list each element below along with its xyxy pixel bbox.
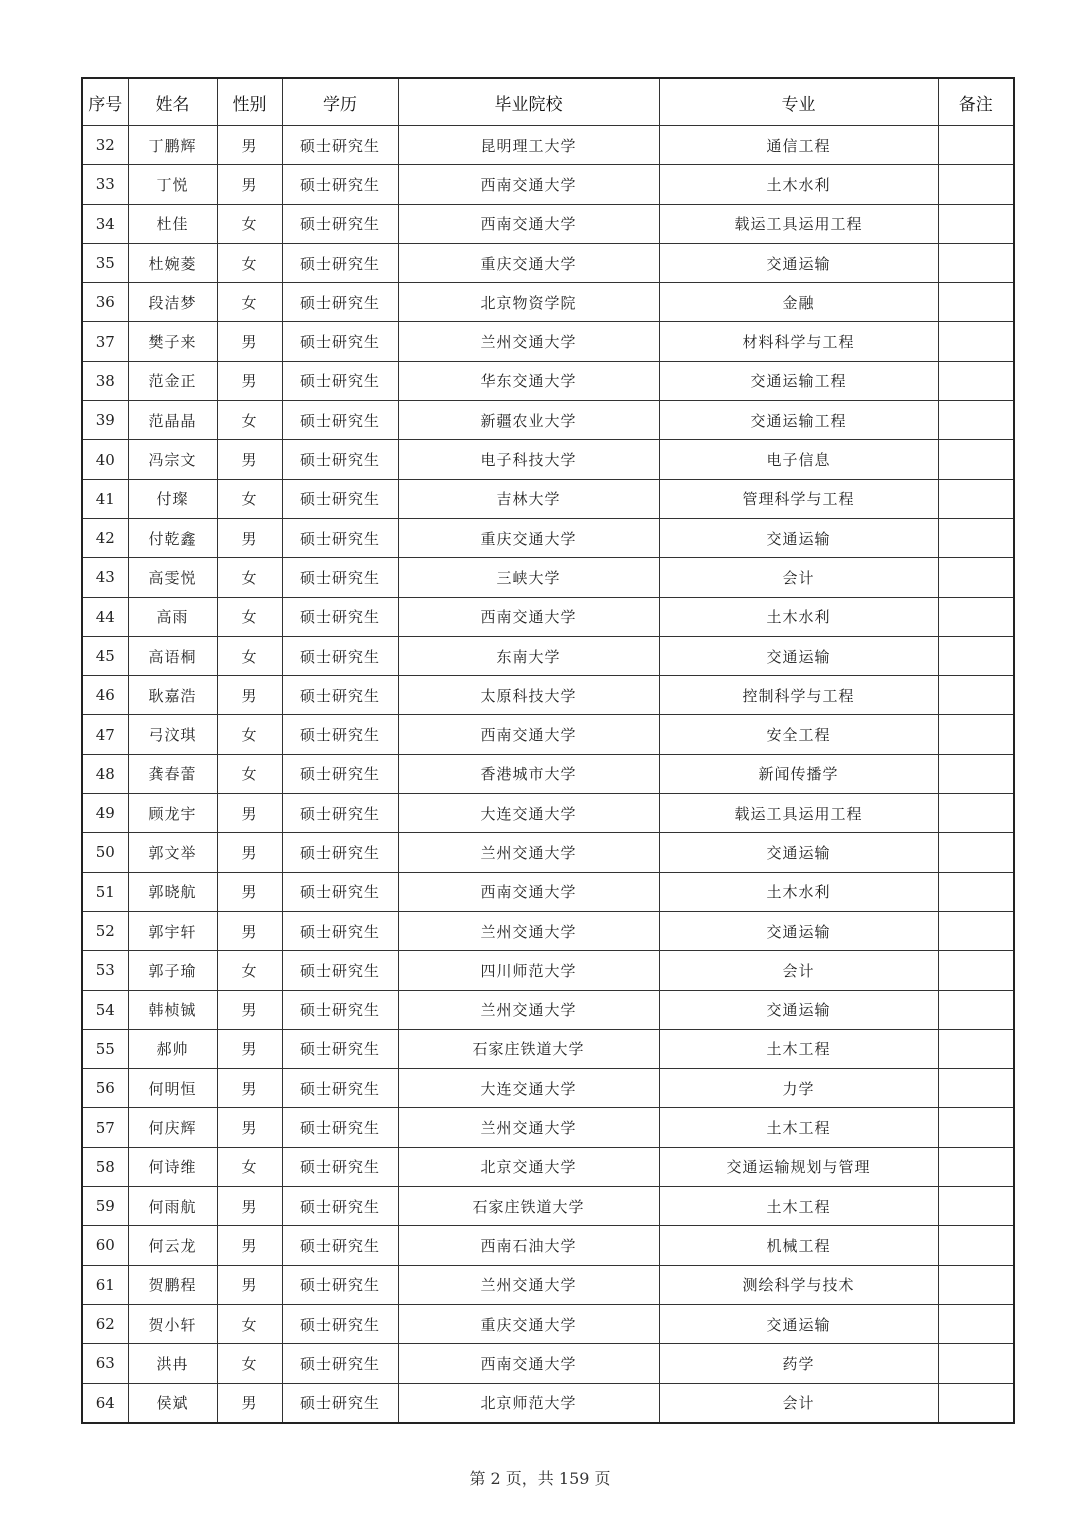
cell-name: 范晶晶 — [128, 401, 217, 440]
header-gender: 性别 — [217, 78, 282, 126]
cell-education: 硕士研究生 — [282, 636, 398, 675]
cell-education: 硕士研究生 — [282, 1226, 398, 1265]
cell-gender: 男 — [217, 833, 282, 872]
cell-remarks — [938, 990, 1014, 1029]
cell-name: 高语桐 — [128, 636, 217, 675]
cell-major: 载运工具运用工程 — [659, 794, 938, 833]
cell-major: 交通运输 — [659, 911, 938, 950]
cell-index: 50 — [82, 833, 128, 872]
page-number: 第 2 页，共 159 页 — [469, 1469, 611, 1488]
cell-name: 范金正 — [128, 361, 217, 400]
cell-school: 兰州交通大学 — [398, 833, 659, 872]
table-row — [82, 990, 1014, 1029]
cell-name: 郭宇轩 — [128, 911, 217, 950]
cell-major: 交通运输 — [659, 1304, 938, 1343]
table-row — [82, 401, 1014, 440]
roster-table — [81, 77, 1015, 1424]
cell-school: 北京交通大学 — [398, 1147, 659, 1186]
cell-gender: 女 — [217, 283, 282, 322]
cell-name: 杜佳 — [128, 204, 217, 243]
cell-education: 硕士研究生 — [282, 872, 398, 911]
cell-school: 西南交通大学 — [398, 872, 659, 911]
table-row — [82, 1344, 1014, 1383]
cell-major: 交通运输 — [659, 243, 938, 282]
table-row — [82, 794, 1014, 833]
cell-name: 韩桢铖 — [128, 990, 217, 1029]
cell-school: 东南大学 — [398, 636, 659, 675]
cell-gender: 女 — [217, 243, 282, 282]
cell-education: 硕士研究生 — [282, 204, 398, 243]
cell-major: 通信工程 — [659, 126, 938, 165]
cell-major: 金融 — [659, 283, 938, 322]
cell-index: 53 — [82, 951, 128, 990]
cell-education: 硕士研究生 — [282, 440, 398, 479]
cell-gender: 男 — [217, 322, 282, 361]
table-row — [82, 518, 1014, 557]
table-row — [82, 872, 1014, 911]
cell-school: 兰州交通大学 — [398, 990, 659, 1029]
cell-gender: 男 — [217, 911, 282, 950]
cell-major: 测绘科学与技术 — [659, 1265, 938, 1304]
cell-gender: 男 — [217, 1029, 282, 1068]
cell-index: 36 — [82, 283, 128, 322]
cell-name: 郭子瑜 — [128, 951, 217, 990]
cell-major: 土木工程 — [659, 1029, 938, 1068]
cell-remarks — [938, 754, 1014, 793]
cell-remarks — [938, 479, 1014, 518]
table-row — [82, 1147, 1014, 1186]
cell-name: 何云龙 — [128, 1226, 217, 1265]
cell-name: 丁鹏辉 — [128, 126, 217, 165]
cell-school: 石家庄铁道大学 — [398, 1029, 659, 1068]
cell-school: 兰州交通大学 — [398, 322, 659, 361]
cell-school: 西南石油大学 — [398, 1226, 659, 1265]
table-row — [82, 322, 1014, 361]
cell-name: 贺小轩 — [128, 1304, 217, 1343]
table-row — [82, 558, 1014, 597]
header-school: 毕业院校 — [398, 78, 659, 126]
cell-education: 硕士研究生 — [282, 1108, 398, 1147]
cell-school: 昆明理工大学 — [398, 126, 659, 165]
cell-education: 硕士研究生 — [282, 401, 398, 440]
cell-remarks — [938, 401, 1014, 440]
cell-education: 硕士研究生 — [282, 1304, 398, 1343]
cell-name: 耿嘉浩 — [128, 676, 217, 715]
cell-education: 硕士研究生 — [282, 676, 398, 715]
cell-education: 硕士研究生 — [282, 794, 398, 833]
cell-name: 郭晓航 — [128, 872, 217, 911]
cell-major: 土木工程 — [659, 1108, 938, 1147]
cell-index: 48 — [82, 754, 128, 793]
cell-name: 侯斌 — [128, 1383, 217, 1423]
cell-index: 41 — [82, 479, 128, 518]
cell-remarks — [938, 1147, 1014, 1186]
cell-index: 42 — [82, 518, 128, 557]
cell-name: 何诗维 — [128, 1147, 217, 1186]
cell-name: 付璨 — [128, 479, 217, 518]
cell-education: 硕士研究生 — [282, 1029, 398, 1068]
cell-education: 硕士研究生 — [282, 754, 398, 793]
table-row — [82, 676, 1014, 715]
cell-remarks — [938, 1344, 1014, 1383]
cell-remarks — [938, 1108, 1014, 1147]
cell-school: 华东交通大学 — [398, 361, 659, 400]
cell-gender: 男 — [217, 1069, 282, 1108]
cell-gender: 女 — [217, 597, 282, 636]
cell-name: 龚春蕾 — [128, 754, 217, 793]
table-header-row — [82, 78, 1014, 126]
table-row — [82, 715, 1014, 754]
cell-remarks — [938, 1187, 1014, 1226]
cell-major: 会计 — [659, 1383, 938, 1423]
cell-major: 机械工程 — [659, 1226, 938, 1265]
cell-gender: 女 — [217, 204, 282, 243]
cell-school: 兰州交通大学 — [398, 1265, 659, 1304]
table-row — [82, 1265, 1014, 1304]
cell-major: 控制科学与工程 — [659, 676, 938, 715]
cell-index: 43 — [82, 558, 128, 597]
cell-name: 洪冉 — [128, 1344, 217, 1383]
cell-gender: 女 — [217, 1147, 282, 1186]
table-row — [82, 440, 1014, 479]
header-remarks: 备注 — [938, 78, 1014, 126]
cell-gender: 男 — [217, 676, 282, 715]
cell-education: 硕士研究生 — [282, 1383, 398, 1423]
cell-major: 材料科学与工程 — [659, 322, 938, 361]
cell-gender: 男 — [217, 126, 282, 165]
cell-school: 大连交通大学 — [398, 794, 659, 833]
cell-remarks — [938, 1265, 1014, 1304]
cell-name: 贺鹏程 — [128, 1265, 217, 1304]
cell-school: 重庆交通大学 — [398, 243, 659, 282]
cell-education: 硕士研究生 — [282, 361, 398, 400]
cell-school: 重庆交通大学 — [398, 1304, 659, 1343]
table-row — [82, 833, 1014, 872]
cell-remarks — [938, 794, 1014, 833]
table-row — [82, 636, 1014, 675]
cell-education: 硕士研究生 — [282, 518, 398, 557]
cell-gender: 女 — [217, 479, 282, 518]
cell-name: 高雯悦 — [128, 558, 217, 597]
table-row — [82, 361, 1014, 400]
cell-gender: 男 — [217, 1187, 282, 1226]
cell-gender: 男 — [217, 872, 282, 911]
cell-education: 硕士研究生 — [282, 558, 398, 597]
cell-gender: 女 — [217, 401, 282, 440]
cell-index: 46 — [82, 676, 128, 715]
cell-index: 40 — [82, 440, 128, 479]
cell-remarks — [938, 715, 1014, 754]
cell-school: 重庆交通大学 — [398, 518, 659, 557]
cell-major: 交通运输工程 — [659, 361, 938, 400]
cell-name: 弓汶琪 — [128, 715, 217, 754]
table-row — [82, 283, 1014, 322]
cell-major: 土木工程 — [659, 1187, 938, 1226]
cell-index: 60 — [82, 1226, 128, 1265]
cell-index: 57 — [82, 1108, 128, 1147]
header-education: 学历 — [282, 78, 398, 126]
cell-remarks — [938, 1304, 1014, 1343]
cell-index: 49 — [82, 794, 128, 833]
cell-index: 47 — [82, 715, 128, 754]
cell-remarks — [938, 833, 1014, 872]
cell-remarks — [938, 1226, 1014, 1265]
cell-school: 北京师范大学 — [398, 1383, 659, 1423]
cell-major: 力学 — [659, 1069, 938, 1108]
cell-school: 西南交通大学 — [398, 715, 659, 754]
cell-major: 交通运输 — [659, 636, 938, 675]
cell-remarks — [938, 558, 1014, 597]
cell-index: 56 — [82, 1069, 128, 1108]
cell-school: 太原科技大学 — [398, 676, 659, 715]
cell-remarks — [938, 322, 1014, 361]
table-body — [82, 126, 1014, 1423]
cell-school: 三峡大学 — [398, 558, 659, 597]
cell-index: 38 — [82, 361, 128, 400]
cell-school: 吉林大学 — [398, 479, 659, 518]
table-row — [82, 126, 1014, 165]
cell-index: 55 — [82, 1029, 128, 1068]
cell-gender: 男 — [217, 165, 282, 204]
cell-remarks — [938, 951, 1014, 990]
table-row — [82, 204, 1014, 243]
cell-school: 石家庄铁道大学 — [398, 1187, 659, 1226]
table-row — [82, 165, 1014, 204]
cell-remarks — [938, 1069, 1014, 1108]
cell-education: 硕士研究生 — [282, 479, 398, 518]
table-row — [82, 243, 1014, 282]
cell-remarks — [938, 872, 1014, 911]
table-row — [82, 1304, 1014, 1343]
cell-gender: 女 — [217, 951, 282, 990]
cell-gender: 男 — [217, 1383, 282, 1423]
cell-gender: 男 — [217, 1265, 282, 1304]
cell-school: 兰州交通大学 — [398, 1108, 659, 1147]
cell-school: 西南交通大学 — [398, 1344, 659, 1383]
cell-index: 32 — [82, 126, 128, 165]
cell-major: 管理科学与工程 — [659, 479, 938, 518]
cell-name: 冯宗文 — [128, 440, 217, 479]
cell-major: 交通运输 — [659, 518, 938, 557]
table-row — [82, 597, 1014, 636]
cell-school: 香港城市大学 — [398, 754, 659, 793]
cell-major: 交通运输 — [659, 990, 938, 1029]
cell-name: 郝帅 — [128, 1029, 217, 1068]
cell-gender: 女 — [217, 1344, 282, 1383]
cell-education: 硕士研究生 — [282, 715, 398, 754]
table-row — [82, 1187, 1014, 1226]
cell-name: 何明恒 — [128, 1069, 217, 1108]
cell-education: 硕士研究生 — [282, 911, 398, 950]
cell-index: 39 — [82, 401, 128, 440]
cell-school: 电子科技大学 — [398, 440, 659, 479]
cell-remarks — [938, 204, 1014, 243]
cell-index: 33 — [82, 165, 128, 204]
cell-index: 51 — [82, 872, 128, 911]
cell-school: 大连交通大学 — [398, 1069, 659, 1108]
cell-major: 药学 — [659, 1344, 938, 1383]
cell-name: 高雨 — [128, 597, 217, 636]
cell-index: 62 — [82, 1304, 128, 1343]
cell-index: 61 — [82, 1265, 128, 1304]
table-row — [82, 911, 1014, 950]
cell-school: 西南交通大学 — [398, 204, 659, 243]
header-major: 专业 — [659, 78, 938, 126]
cell-remarks — [938, 1383, 1014, 1423]
cell-remarks — [938, 1029, 1014, 1068]
cell-gender: 女 — [217, 754, 282, 793]
cell-remarks — [938, 911, 1014, 950]
cell-major: 交通运输工程 — [659, 401, 938, 440]
cell-major: 土木水利 — [659, 165, 938, 204]
cell-major: 新闻传播学 — [659, 754, 938, 793]
cell-remarks — [938, 518, 1014, 557]
cell-school: 西南交通大学 — [398, 165, 659, 204]
cell-education: 硕士研究生 — [282, 1147, 398, 1186]
cell-name: 樊子来 — [128, 322, 217, 361]
cell-index: 59 — [82, 1187, 128, 1226]
cell-education: 硕士研究生 — [282, 1344, 398, 1383]
cell-gender: 男 — [217, 1226, 282, 1265]
cell-remarks — [938, 283, 1014, 322]
cell-school: 北京物资学院 — [398, 283, 659, 322]
cell-school: 西南交通大学 — [398, 597, 659, 636]
cell-name: 何雨航 — [128, 1187, 217, 1226]
cell-gender: 男 — [217, 794, 282, 833]
cell-index: 34 — [82, 204, 128, 243]
cell-name: 郭文举 — [128, 833, 217, 872]
cell-major: 会计 — [659, 951, 938, 990]
table-row — [82, 1226, 1014, 1265]
cell-remarks — [938, 636, 1014, 675]
cell-major: 会计 — [659, 558, 938, 597]
cell-education: 硕士研究生 — [282, 322, 398, 361]
table-row — [82, 479, 1014, 518]
cell-gender: 男 — [217, 990, 282, 1029]
cell-remarks — [938, 126, 1014, 165]
cell-major: 交通运输 — [659, 833, 938, 872]
cell-index: 37 — [82, 322, 128, 361]
cell-school: 新疆农业大学 — [398, 401, 659, 440]
table-row — [82, 1029, 1014, 1068]
cell-gender: 女 — [217, 636, 282, 675]
cell-education: 硕士研究生 — [282, 243, 398, 282]
cell-gender: 男 — [217, 1108, 282, 1147]
cell-index: 44 — [82, 597, 128, 636]
cell-index: 63 — [82, 1344, 128, 1383]
cell-remarks — [938, 243, 1014, 282]
cell-major: 安全工程 — [659, 715, 938, 754]
cell-major: 电子信息 — [659, 440, 938, 479]
cell-major: 土木水利 — [659, 872, 938, 911]
header-index: 序号 — [82, 78, 128, 126]
cell-index: 35 — [82, 243, 128, 282]
cell-name: 段洁梦 — [128, 283, 217, 322]
cell-education: 硕士研究生 — [282, 165, 398, 204]
cell-school: 四川师范大学 — [398, 951, 659, 990]
cell-school: 兰州交通大学 — [398, 911, 659, 950]
cell-remarks — [938, 165, 1014, 204]
cell-education: 硕士研究生 — [282, 1069, 398, 1108]
cell-index: 64 — [82, 1383, 128, 1423]
cell-index: 52 — [82, 911, 128, 950]
cell-gender: 女 — [217, 715, 282, 754]
cell-gender: 男 — [217, 361, 282, 400]
cell-major: 土木水利 — [659, 597, 938, 636]
cell-remarks — [938, 676, 1014, 715]
cell-major: 交通运输规划与管理 — [659, 1147, 938, 1186]
cell-education: 硕士研究生 — [282, 990, 398, 1029]
cell-index: 58 — [82, 1147, 128, 1186]
cell-education: 硕士研究生 — [282, 126, 398, 165]
table-row — [82, 951, 1014, 990]
cell-name: 丁悦 — [128, 165, 217, 204]
cell-index: 45 — [82, 636, 128, 675]
cell-gender: 男 — [217, 518, 282, 557]
cell-name: 付乾鑫 — [128, 518, 217, 557]
table-row — [82, 1108, 1014, 1147]
table-row — [82, 754, 1014, 793]
cell-education: 硕士研究生 — [282, 951, 398, 990]
cell-education: 硕士研究生 — [282, 1187, 398, 1226]
cell-index: 54 — [82, 990, 128, 1029]
cell-gender: 男 — [217, 440, 282, 479]
cell-name: 杜婉菱 — [128, 243, 217, 282]
table-row — [82, 1383, 1014, 1423]
cell-gender: 女 — [217, 558, 282, 597]
cell-education: 硕士研究生 — [282, 1265, 398, 1304]
cell-education: 硕士研究生 — [282, 283, 398, 322]
cell-education: 硕士研究生 — [282, 597, 398, 636]
cell-major: 载运工具运用工程 — [659, 204, 938, 243]
cell-remarks — [938, 597, 1014, 636]
cell-remarks — [938, 361, 1014, 400]
table-row — [82, 1069, 1014, 1108]
cell-name: 顾龙宇 — [128, 794, 217, 833]
cell-name: 何庆辉 — [128, 1108, 217, 1147]
cell-gender: 女 — [217, 1304, 282, 1343]
header-name: 姓名 — [128, 78, 217, 126]
cell-remarks — [938, 440, 1014, 479]
cell-education: 硕士研究生 — [282, 833, 398, 872]
